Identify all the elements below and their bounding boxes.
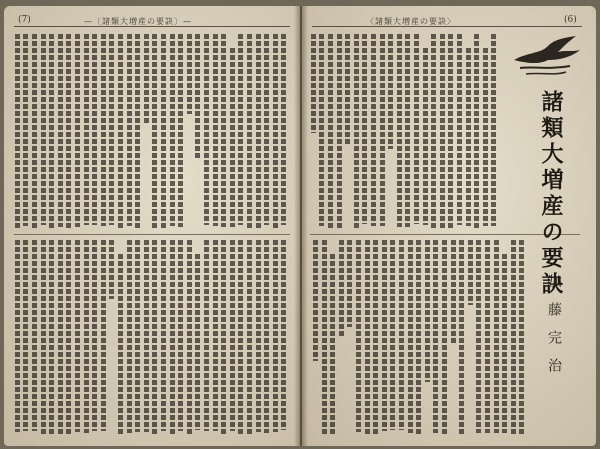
text-column [204,240,209,431]
text-column [135,240,140,432]
text-column [118,254,123,435]
text-column [152,34,157,230]
text-column [339,240,344,337]
text-column [448,34,453,229]
text-column [41,34,46,225]
text-column [256,34,261,228]
text-column [311,34,316,133]
text-column [238,34,243,225]
text-column [49,240,54,435]
text-column [371,34,376,226]
text-column [247,240,252,435]
text-column [23,240,28,431]
text-column [491,34,496,226]
text-column [273,240,278,432]
left-text-upper [14,34,290,230]
text-column [337,34,342,229]
text-column [511,240,516,435]
right-header-rule [312,26,582,27]
text-column [109,34,114,225]
text-column [397,34,402,227]
text-column [365,240,370,434]
text-column [41,240,46,434]
text-column [328,34,333,228]
text-column [425,240,430,382]
text-column [49,34,54,228]
text-column [32,240,37,431]
text-column [84,240,89,433]
text-column [459,240,464,435]
text-column [319,34,324,226]
text-column [170,34,175,226]
text-column [101,240,106,431]
text-column [84,34,89,225]
text-column [457,34,462,225]
left-page [4,6,300,446]
left-text-lower [14,240,290,436]
text-column [347,240,352,327]
magazine-spread [4,6,596,446]
text-column [135,34,140,229]
text-column [152,240,157,434]
text-column [440,34,445,228]
text-column [433,240,438,433]
text-column [144,34,149,123]
text-column [273,34,278,229]
text-column [221,240,226,435]
right-text-lower [310,240,528,436]
text-column [322,240,327,434]
text-column [414,34,419,224]
right-page [302,6,596,446]
text-column [380,34,385,226]
text-column [256,240,261,432]
text-column [144,240,149,432]
text-column [330,254,335,434]
text-column [356,240,361,432]
text-column [502,254,507,433]
text-column [118,34,123,228]
text-column [238,240,243,436]
text-column [161,240,166,431]
text-column [230,240,235,431]
text-column [485,240,490,433]
text-column [390,240,395,430]
text-column [313,240,318,361]
text-column [75,240,80,432]
text-column [66,240,71,435]
text-column [451,240,456,344]
page-gutter [294,6,308,446]
text-column [408,240,413,433]
text-column [362,34,367,224]
text-column [58,240,63,434]
article-author: 加藤完治 [546,274,562,386]
text-column [213,34,218,226]
text-column [221,34,226,227]
text-column [109,240,114,299]
text-column [354,34,359,229]
text-column [264,240,269,433]
text-column [247,34,252,228]
text-column [442,240,447,435]
text-column [213,240,218,431]
text-column [187,240,192,434]
text-column [170,240,175,436]
right-folio: (6) [564,15,577,25]
text-column [92,34,97,225]
text-column [15,34,20,230]
text-column [281,34,286,225]
text-column [195,254,200,430]
text-column [58,34,63,227]
text-column [195,34,200,159]
text-column [431,34,436,228]
text-column [161,34,166,228]
text-column [92,240,97,431]
text-column [373,240,378,436]
text-column [15,240,20,432]
text-column [382,240,387,431]
text-column [127,240,132,433]
text-column [66,34,71,228]
text-column [474,34,479,228]
text-column [75,34,80,227]
left-running-head: —〔諸類大増産の要訣〕— [84,17,192,26]
text-column [423,48,428,225]
text-column [178,240,183,431]
text-column [32,34,37,229]
text-column [466,48,471,226]
text-column [101,34,106,226]
left-section-divider [14,234,290,235]
text-column [345,34,350,144]
text-column [187,34,192,114]
text-column [204,34,209,225]
right-running-head: 〈諸類大増産の要訣〉 [366,17,456,26]
left-folio: (7) [18,15,31,25]
text-column [483,48,488,226]
bird-crest-icon [510,30,584,78]
article-title: 諸類大増産の要訣 [538,90,564,298]
right-text-upper [310,34,500,230]
text-column [178,34,183,227]
text-column [23,34,28,226]
text-column [264,34,269,225]
text-column [468,240,473,305]
text-column [405,34,410,227]
text-column [476,240,481,433]
left-header-rule [14,26,290,27]
text-column [127,34,132,226]
text-column [388,34,393,149]
text-column [494,240,499,433]
text-column [281,240,286,430]
text-column [519,240,524,436]
text-column [230,48,235,227]
text-column [416,240,421,436]
text-column [399,240,404,430]
